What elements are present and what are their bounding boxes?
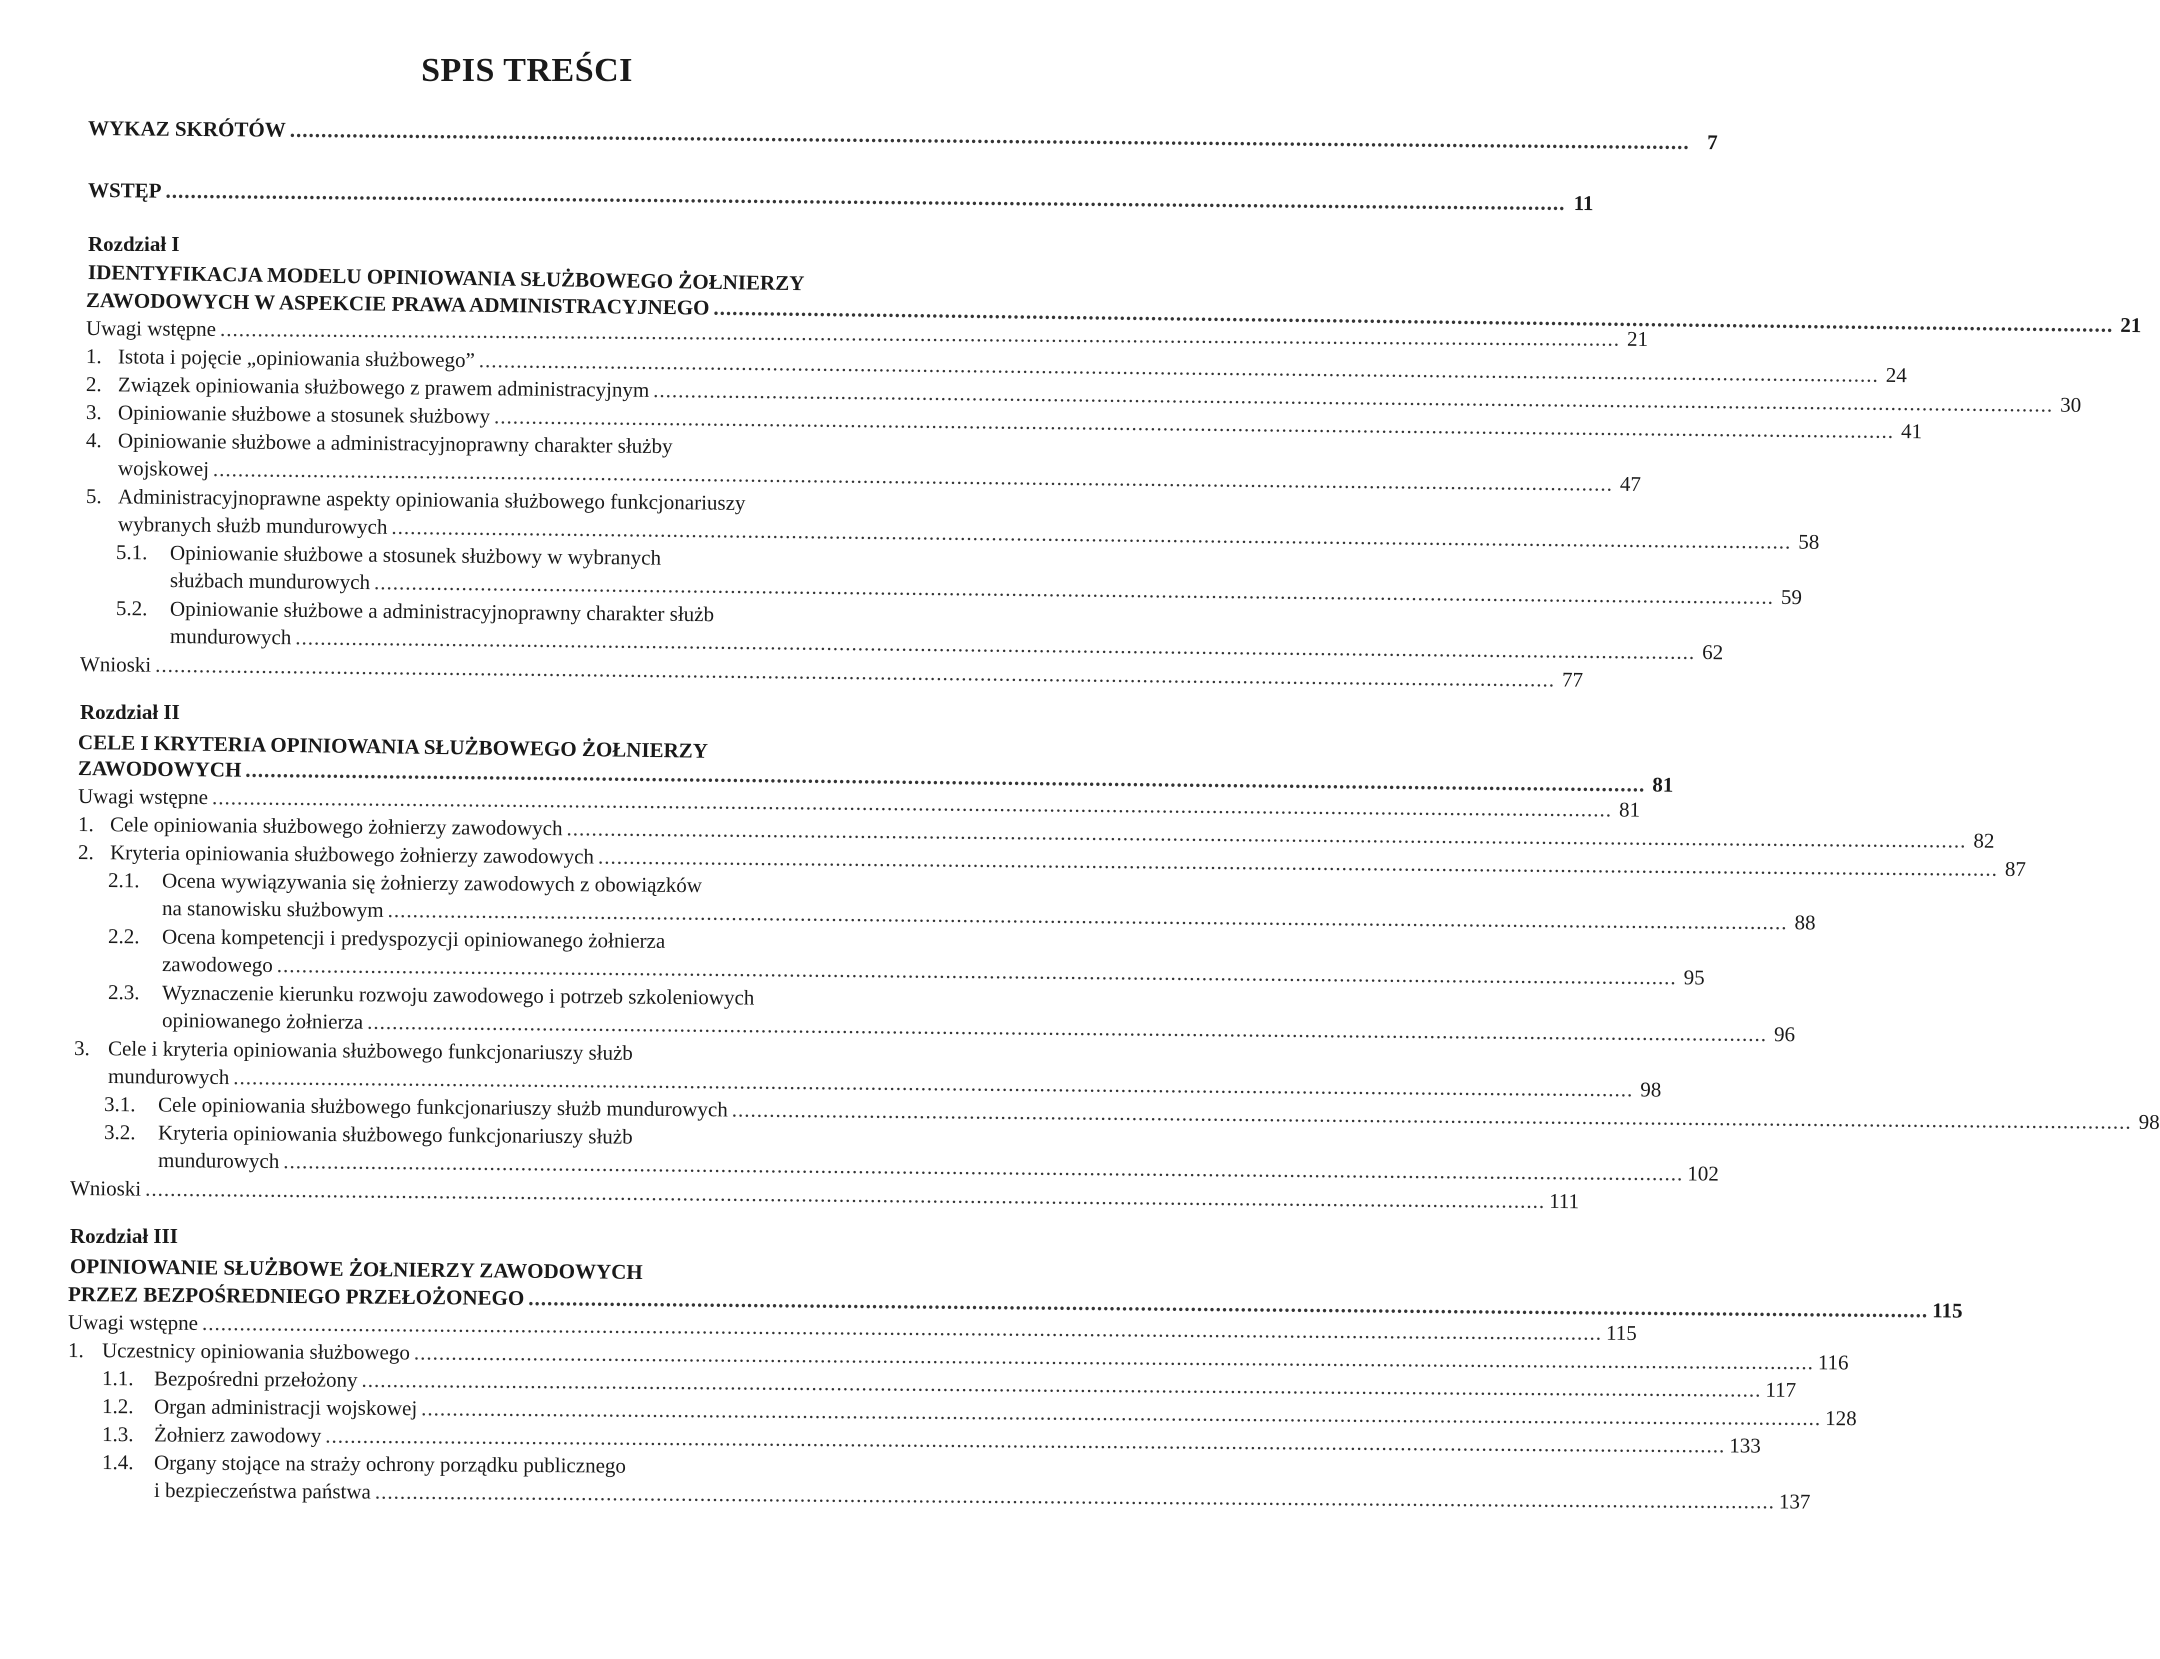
toc-page-number: 41 (1900, 419, 1923, 444)
toc-entry-r2-s22-line1[interactable] (108, 924, 665, 954)
chapter-title-line: IDENTYFIKACJA MODELU OPINIOWANIA SŁUŻBOWEGO ŻOŁNIERZY (87, 260, 805, 296)
toc-entry-text: Opiniowanie służbowe a administracyjnoprawny charakter służby (117, 428, 673, 459)
toc-section-number: 3. (73, 1036, 90, 1061)
toc-page-number: 58 (1798, 529, 1820, 554)
toc-entry-text: Związek opiniowania służbowego z prawem administracyjnym (117, 372, 650, 402)
toc-page-number: 102 (1687, 1161, 1719, 1186)
toc-entry-text: Organ administracji wojskowej (153, 1394, 418, 1421)
toc-page-number: 115 (1605, 1320, 1637, 1345)
toc-entry-r3-s12[interactable] (101, 1394, 1857, 1431)
toc-entry-r1-s52-line1[interactable] (116, 596, 714, 627)
toc-entry-r1-s52[interactable] (169, 624, 1724, 665)
toc-entry-text: Uwagi wstępne (77, 784, 209, 810)
chapter-label: Rozdział III (70, 1224, 178, 1248)
toc-entry-r2-s21-line1[interactable] (108, 868, 702, 898)
toc-entry-text: zawodowego (161, 952, 273, 977)
toc-section-number: 1.1. (101, 1366, 134, 1391)
toc-page-number: 21 (1626, 326, 1649, 351)
toc-section-number: 1.2. (101, 1394, 134, 1419)
toc-entry-text: mundurowych (157, 1148, 280, 1174)
toc-entry-text: na stanowisku służbowym (161, 896, 384, 922)
toc-section-number: 1.4. (101, 1450, 134, 1475)
toc-entry-r3-s11[interactable] (101, 1366, 1797, 1402)
toc-section-number: 1. (85, 344, 102, 369)
toc-section-number: 3.2. (103, 1120, 136, 1145)
toc-entry-r3-s14[interactable] (153, 1478, 1811, 1514)
toc-page-number: 81 (1652, 772, 1674, 797)
toc-entry-text: Opiniowanie służbowe a stosunek służbowy (117, 400, 491, 429)
toc-section-number: 1.3. (101, 1422, 134, 1447)
toc-entry-r1-uwagi[interactable] (85, 316, 1649, 351)
toc-page-number: 137 (1778, 1489, 1811, 1514)
toc-section-number: 3. (85, 400, 102, 425)
toc-page-number: 98 (2138, 1109, 2160, 1134)
toc-entry-text: Kryteria opiniowania służbowego żołnierzy zawodowych (109, 840, 595, 869)
toc-section-number: 2. (85, 372, 102, 397)
toc-entry-text: mundurowych (169, 624, 292, 650)
toc-entry-text: służbach mundurowych (169, 568, 371, 595)
toc-entry-text: WYKAZ SKRÓTÓW (87, 116, 286, 142)
toc-entry-text: Organy stojące na straży ochrony porządku publicznego (153, 1450, 627, 1478)
toc-entry-text: Cele opiniowania służbowego żołnierzy zawodowych (109, 812, 563, 841)
toc-page-number: 62 (1702, 640, 1724, 665)
toc-page-number: 82 (1973, 828, 1995, 853)
toc-entry-text: Żołnierz zawodowy (153, 1422, 322, 1448)
dot-leader (165, 179, 1565, 216)
chapter-label: Rozdział II (80, 700, 180, 724)
toc-page-number: 117 (1765, 1377, 1797, 1402)
toc-page-number: 24 (1885, 362, 1907, 388)
toc-section-number: 5. (85, 484, 102, 509)
toc-entry-r2-s3-line1[interactable] (74, 1036, 633, 1066)
toc-entry-wstep[interactable] (87, 178, 1594, 216)
toc-page-number: 59 (1780, 584, 1803, 610)
toc-entry-r2-s23-line1[interactable] (108, 980, 755, 1011)
toc-entry-text: Kryteria opiniowania służbowego funkcjonariuszy służb (157, 1120, 633, 1149)
toc-entry-r2-s32-line1[interactable] (104, 1120, 633, 1150)
chapter-title-line: OPINIOWANIE SŁUŻBOWE ŻOŁNIERZY ZAWODOWYCH (69, 1254, 643, 1284)
toc-entry-r1-s4-line1[interactable] (86, 428, 673, 459)
dot-leader (290, 118, 1690, 155)
toc-entry-text: Bezpośredni przełożony (153, 1366, 358, 1392)
toc-entry-r1-s51-line1[interactable] (116, 540, 661, 571)
toc-entry-text: mundurowych (107, 1064, 230, 1090)
toc-entry-text: Opiniowanie służbowe a administracyjnoprawny charakter służb (169, 596, 715, 627)
toc-section-number: 1. (77, 812, 94, 837)
toc-entry-text: Ocena kompetencji i predyspozycji opiniowanego żołnierza (161, 924, 666, 953)
toc-entry-text: Istota i pojęcie „opiniowania służbowego” (117, 344, 476, 373)
toc-page-number: 7 (1707, 130, 1718, 155)
toc-entry-text: WSTĘP (87, 178, 162, 203)
toc-entry-text: opiniowanego żołnierza (161, 1008, 364, 1034)
toc-page-number: 11 (1573, 190, 1594, 216)
toc-entry-wykaz[interactable] (87, 116, 1718, 155)
toc-page-number: 133 (1729, 1433, 1761, 1458)
toc-section-number: 3.1. (103, 1092, 136, 1117)
toc-section-number: 1. (67, 1338, 84, 1363)
dot-leader (732, 1097, 2132, 1134)
chapter-title-line: CELE I KRYTERIA OPINIOWANIA SŁUŻBOWEGO ŻOŁNIERZY (77, 730, 709, 763)
toc-entry-r2-s23[interactable] (161, 1008, 1796, 1047)
chapter-title-line: ZAWODOWYCH W ASPEKCIE PRAWA ADMINISTRACYJNEGO (85, 288, 710, 320)
toc-entry-r2-s32[interactable] (157, 1148, 1719, 1186)
toc-section-number: 5.1. (115, 540, 148, 565)
toc-page-number: 96 (1774, 1022, 1796, 1047)
dot-leader (375, 1480, 1775, 1515)
toc-entry-r2-s22[interactable] (161, 952, 1705, 990)
toc-section-number: 5.2. (115, 596, 148, 621)
toc-entry-text: Uczestnicy opiniowania służbowego (101, 1338, 411, 1365)
toc-section-number: 2.1. (107, 868, 140, 893)
toc-page-number: 98 (1640, 1077, 1662, 1102)
toc-entry-text: Administracyjnoprawne aspekty opiniowania służbowego funkcjonariuszy (117, 484, 746, 515)
toc-entry-r3-uwagi[interactable] (67, 1310, 1637, 1345)
toc-page-number: 88 (1794, 910, 1816, 935)
toc-entry-r1-s5-line1[interactable] (86, 484, 746, 516)
toc-page-number: 128 (1825, 1406, 1857, 1431)
toc-entry-r2-wnioski[interactable] (69, 1176, 1580, 1214)
toc-page-number: 21 (2120, 312, 2142, 338)
page-title: SPIS TREŚCI (421, 52, 633, 89)
toc-page-number: 115 (1932, 1298, 1963, 1323)
chapter-title-line: ZAWODOWYCH (77, 756, 242, 782)
toc-entry-text: wybranych służb mundurowych (117, 512, 388, 539)
toc-entry-text: Uwagi wstępne (67, 1310, 199, 1335)
toc-entry-r3-s13[interactable] (101, 1422, 1761, 1458)
toc-page-number: 116 (1817, 1350, 1849, 1375)
toc-entry-r2-s21[interactable] (161, 896, 1816, 935)
toc-page-number: 111 (1549, 1188, 1580, 1214)
toc-entry-text: Wnioski (69, 1176, 142, 1201)
toc-section-number: 2.3. (107, 980, 140, 1005)
toc-entry-r3-s1[interactable] (67, 1338, 1849, 1375)
toc-page-number: 47 (1619, 471, 1642, 496)
toc-entry-text: Cele opiniowania służbowego funkcjonariuszy służb mundurowych (157, 1092, 728, 1122)
toc-entry-text: Ocena wywiązywania się żołnierzy zawodowych z obowiązków (161, 868, 703, 898)
toc-entry-text: wojskowej (117, 456, 210, 481)
toc-entry-text: Uwagi wstępne (85, 316, 217, 341)
toc-page-number: 81 (1618, 797, 1641, 822)
toc-section-number: 4. (85, 428, 102, 453)
toc-page-number: 95 (1683, 965, 1705, 990)
toc-entry-text: Wnioski (79, 652, 152, 677)
toc-entry-text: Wyznaczenie kierunku rozwoju zawodowego i potrzeb szkoleniowych (161, 980, 755, 1010)
toc-section-number: 2. (77, 840, 94, 865)
toc-page-number: 30 (2060, 392, 2082, 417)
toc-section-number: 2.2. (107, 924, 140, 949)
toc-entry-text: Opiniowanie służbowe a stosunek służbowy w wybranych (169, 540, 662, 570)
chapter-label: Rozdział I (88, 232, 180, 256)
toc-page-number: 77 (1561, 667, 1584, 692)
toc-entry-r1-wnioski[interactable] (79, 652, 1584, 692)
toc-entry-text: i bezpieczeństwa państwa (153, 1478, 371, 1504)
toc-page-number: 87 (2004, 856, 2027, 881)
chapter-title-line: PRZEZ BEZPOŚREDNIEGO PRZEŁOŻONEGO (67, 1282, 525, 1310)
toc-entry-r3-s14-line1[interactable] (102, 1450, 626, 1479)
toc-entry-text: Cele i kryteria opiniowania służbowego funkcjonariuszy służb (107, 1036, 633, 1065)
